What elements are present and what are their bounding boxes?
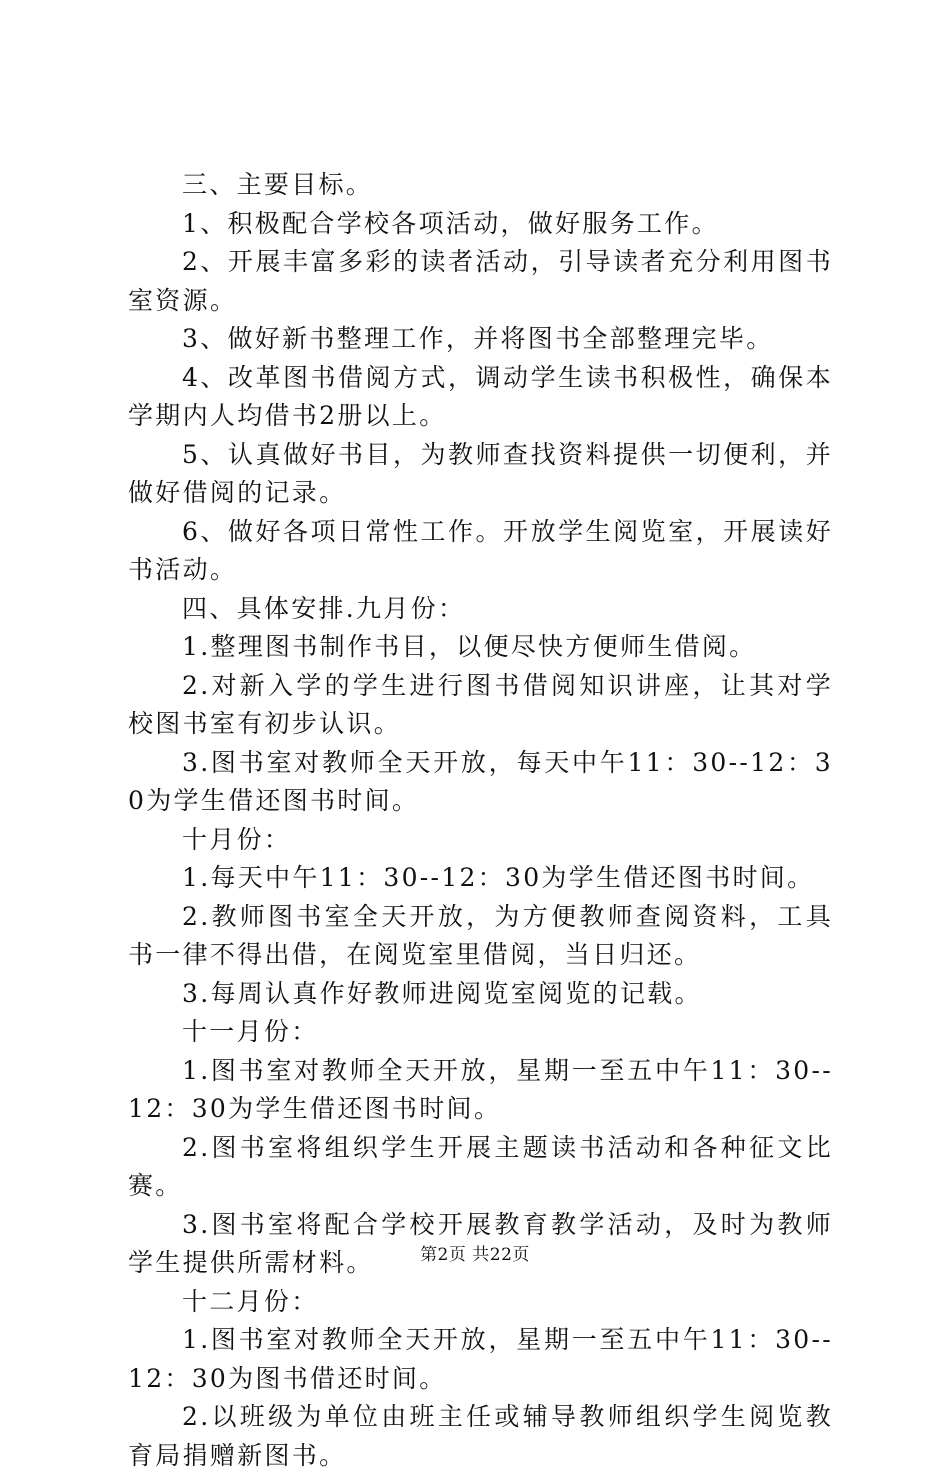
schedule-item: 3.图书室将配合学校开展教育教学活动，及时为教师学生提供所需材料。 — [128, 1209, 833, 1277]
month-heading-november: 十一月份： — [182, 1017, 319, 1046]
schedule-item: 1.图书室对教师全天开放，星期一至五中午11：30--12：30为学生借还图书时间。 — [128, 1055, 833, 1123]
schedule-item: 1.整理图书制作书目，以便尽快方便师生借阅。 — [182, 632, 757, 661]
goal-item: 2、开展丰富多彩的读者活动，引导读者充分利用图书室资源。 — [128, 247, 833, 315]
schedule-item: 3.每周认真作好教师进阅览室阅览的记载。 — [182, 978, 702, 1008]
schedule-item: 1.每天中午11：30--12：30为学生借还图书时间。 — [182, 863, 815, 892]
schedule-item: 1.图书室对教师全天开放，星期一至五中午11：30--12：30为图书借还时间。 — [128, 1325, 833, 1393]
goal-item: 6、做好各项日常性工作。开放学生阅览室，开展读好书活动。 — [128, 516, 833, 584]
goal-item: 3、做好新书整理工作，并将图书全部整理完毕。 — [182, 324, 774, 353]
month-heading-december: 十二月份： — [182, 1286, 319, 1316]
page-number: 第2页 共22页 — [420, 1245, 530, 1265]
goal-item: 5、认真做好书目，为教师查找资料提供一切便利，并做好借阅的记录。 — [128, 439, 833, 507]
page-footer — [0, 1243, 950, 1267]
month-heading-october: 十月份： — [182, 824, 292, 854]
schedule-item: 2.对新入学的学生进行图书借阅知识讲座，让其对学校图书室有初步认识。 — [128, 670, 833, 738]
schedule-item: 3.图书室对教师全天开放，每天中午11：30--12：30为学生借还图书时间。 — [128, 747, 833, 815]
section-heading-goals: 三、主要目标。 — [182, 170, 374, 199]
schedule-item: 2.以班级为单位由班主任或辅导教师组织学生阅览教育局捐赠新图书。 — [128, 1402, 833, 1470]
document-body — [128, 166, 833, 1475]
goal-item: 1、积极配合学校各项活动，做好服务工作。 — [182, 208, 719, 238]
schedule-item: 2.教师图书室全天开放，为方便教师查阅资料，工具书一律不得出借，在阅览室里借阅，当日归还。 — [128, 901, 833, 969]
goal-item: 4、改革图书借阅方式，调动学生读书积极性，确保本学期内人均借书2册以上。 — [128, 362, 833, 430]
section-heading-schedule: 四、具体安排.九月份： — [182, 593, 466, 623]
schedule-item: 2.图书室将组织学生开展主题读书活动和各种征文比赛。 — [128, 1132, 833, 1200]
